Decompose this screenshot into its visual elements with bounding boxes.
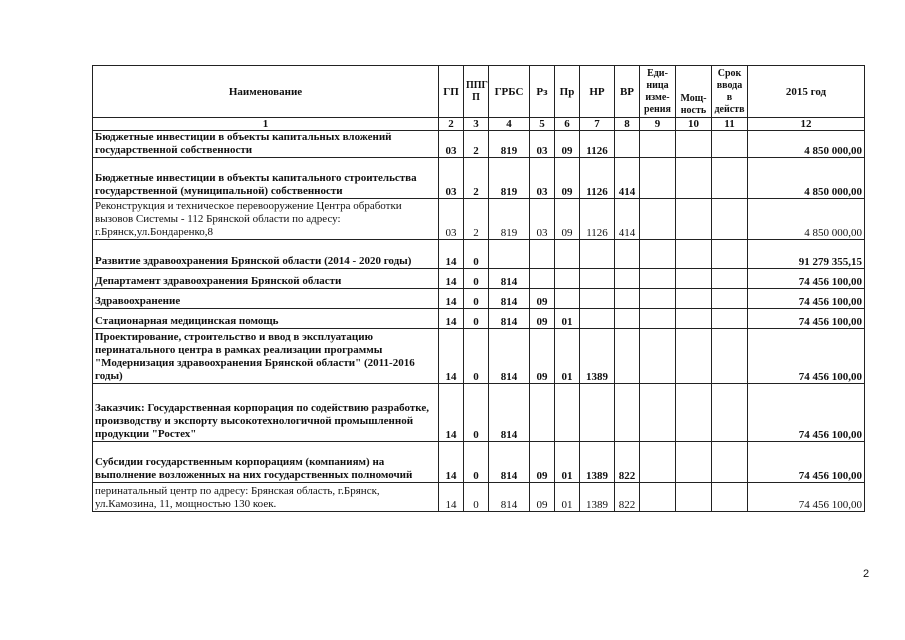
row-pr-cell: 01	[555, 309, 580, 329]
row-vr-cell	[615, 269, 640, 289]
column-number: 12	[748, 118, 865, 131]
row-amount-cell: 74 456 100,00	[748, 269, 865, 289]
row-name-cell: Реконструкция и техническое перевооружение Центра обработки вызовов Системы - 112 Брянской области по адресу: г.Брянск,ул.Бондаренко,8	[93, 199, 439, 240]
header-gp: ГП	[439, 66, 464, 118]
header-deadline: Срок ввода в действ	[712, 66, 748, 118]
row-name-cell: Заказчик: Государственная корпорация по содействию разработке, производству и экспорту высокотехнологичной промышленной продукции "Ростех"	[93, 384, 439, 442]
row-unit-cell	[640, 158, 676, 199]
row-grbs-cell: 814	[489, 269, 530, 289]
row-amount-cell: 74 456 100,00	[748, 309, 865, 329]
row-amount-cell: 74 456 100,00	[748, 384, 865, 442]
row-vr-cell: 414	[615, 158, 640, 199]
row-nr-cell: 1389	[580, 442, 615, 483]
table-row	[93, 442, 865, 483]
row-ppgp-cell: 0	[464, 483, 489, 512]
table-row	[93, 158, 865, 199]
row-deadline-cell	[712, 158, 748, 199]
header-name: Наименование	[93, 66, 439, 118]
row-gp-cell: 14	[439, 269, 464, 289]
row-deadline-cell	[712, 289, 748, 309]
header-unit: Еди- ница изме- рения	[640, 66, 676, 118]
row-rz-cell	[530, 384, 555, 442]
table-row	[93, 483, 865, 512]
row-gp-cell: 14	[439, 384, 464, 442]
column-number-row	[93, 118, 865, 131]
table-row	[93, 289, 865, 309]
header-ppgp: ППГ П	[464, 66, 489, 118]
row-gp-cell: 03	[439, 158, 464, 199]
table-row	[93, 384, 865, 442]
row-unit-cell	[640, 329, 676, 384]
column-number: 9	[640, 118, 676, 131]
row-nr-cell: 1126	[580, 158, 615, 199]
row-deadline-cell	[712, 384, 748, 442]
row-pr-cell: 01	[555, 483, 580, 512]
row-amount-cell: 4 850 000,00	[748, 131, 865, 158]
row-name-cell: Проектирование, строительство и ввод в эксплуатацию перинатального центра в рамках реализации программы "Модернизация здравоохранения Брянской области" (2011-2016 годы)	[93, 329, 439, 384]
row-grbs-cell: 819	[489, 158, 530, 199]
row-power-cell	[676, 309, 712, 329]
row-pr-cell: 09	[555, 131, 580, 158]
row-gp-cell: 03	[439, 131, 464, 158]
row-grbs-cell: 814	[489, 442, 530, 483]
column-number: 11	[712, 118, 748, 131]
row-gp-cell: 14	[439, 309, 464, 329]
header-rz: Рз	[530, 66, 555, 118]
row-nr-cell	[580, 309, 615, 329]
row-deadline-cell	[712, 483, 748, 512]
row-vr-cell: 822	[615, 483, 640, 512]
table-row	[93, 240, 865, 269]
row-unit-cell	[640, 384, 676, 442]
row-ppgp-cell: 0	[464, 329, 489, 384]
row-ppgp-cell: 0	[464, 309, 489, 329]
row-ppgp-cell: 2	[464, 131, 489, 158]
table-row	[93, 309, 865, 329]
row-rz-cell: 09	[530, 483, 555, 512]
row-unit-cell	[640, 309, 676, 329]
row-amount-cell: 91 279 355,15	[748, 240, 865, 269]
row-grbs-cell: 814	[489, 384, 530, 442]
budget-table	[92, 65, 865, 512]
row-power-cell	[676, 269, 712, 289]
row-amount-cell: 74 456 100,00	[748, 483, 865, 512]
row-unit-cell	[640, 289, 676, 309]
row-grbs-cell: 814	[489, 309, 530, 329]
row-deadline-cell	[712, 240, 748, 269]
row-vr-cell	[615, 309, 640, 329]
row-power-cell	[676, 289, 712, 309]
row-ppgp-cell: 2	[464, 158, 489, 199]
column-number: 3	[464, 118, 489, 131]
row-vr-cell	[615, 240, 640, 269]
row-name-cell: Департамент здравоохранения Брянской области	[93, 269, 439, 289]
row-rz-cell	[530, 240, 555, 269]
row-power-cell	[676, 384, 712, 442]
row-gp-cell: 14	[439, 442, 464, 483]
row-pr-cell	[555, 269, 580, 289]
row-power-cell	[676, 442, 712, 483]
row-amount-cell: 74 456 100,00	[748, 289, 865, 309]
row-vr-cell	[615, 329, 640, 384]
row-name-cell: Развитие здравоохранения Брянской области (2014 - 2020 годы)	[93, 240, 439, 269]
row-grbs-cell: 819	[489, 199, 530, 240]
table-row	[93, 199, 865, 240]
row-grbs-cell: 819	[489, 131, 530, 158]
row-grbs-cell: 814	[489, 329, 530, 384]
row-rz-cell: 09	[530, 289, 555, 309]
column-number: 2	[439, 118, 464, 131]
row-unit-cell	[640, 240, 676, 269]
row-power-cell	[676, 240, 712, 269]
row-pr-cell: 09	[555, 158, 580, 199]
row-pr-cell: 01	[555, 442, 580, 483]
row-amount-cell: 4 850 000,00	[748, 199, 865, 240]
row-amount-cell: 74 456 100,00	[748, 329, 865, 384]
row-deadline-cell	[712, 131, 748, 158]
row-vr-cell	[615, 384, 640, 442]
row-deadline-cell	[712, 329, 748, 384]
page-number: 2	[863, 568, 870, 580]
row-nr-cell: 1389	[580, 329, 615, 384]
row-nr-cell	[580, 240, 615, 269]
table-row	[93, 131, 865, 158]
table-row	[93, 329, 865, 384]
header-row	[93, 66, 865, 118]
row-pr-cell	[555, 240, 580, 269]
row-rz-cell: 09	[530, 442, 555, 483]
row-rz-cell: 03	[530, 158, 555, 199]
row-gp-cell: 14	[439, 483, 464, 512]
header-pr: Пр	[555, 66, 580, 118]
row-ppgp-cell: 2	[464, 199, 489, 240]
row-deadline-cell	[712, 309, 748, 329]
row-nr-cell: 1389	[580, 483, 615, 512]
row-amount-cell: 74 456 100,00	[748, 442, 865, 483]
row-name-cell: Субсидии государственным корпорациям (компаниям) на выполнение возложенных на них государственных полномочий	[93, 442, 439, 483]
row-ppgp-cell: 0	[464, 289, 489, 309]
row-gp-cell: 14	[439, 329, 464, 384]
row-grbs-cell: 814	[489, 289, 530, 309]
table-row	[93, 269, 865, 289]
column-number: 7	[580, 118, 615, 131]
table-body	[93, 131, 865, 512]
row-ppgp-cell: 0	[464, 442, 489, 483]
row-vr-cell	[615, 131, 640, 158]
row-pr-cell	[555, 384, 580, 442]
row-vr-cell: 414	[615, 199, 640, 240]
column-number: 6	[555, 118, 580, 131]
row-gp-cell: 03	[439, 199, 464, 240]
row-rz-cell	[530, 269, 555, 289]
row-nr-cell: 1126	[580, 199, 615, 240]
row-vr-cell	[615, 289, 640, 309]
row-ppgp-cell: 0	[464, 240, 489, 269]
row-pr-cell	[555, 289, 580, 309]
row-name-cell: Стационарная медицинская помощь	[93, 309, 439, 329]
row-rz-cell: 03	[530, 131, 555, 158]
row-name-cell: Бюджетные инвестиции в объекты капитального строительства государственной (муниципальной) собственности	[93, 158, 439, 199]
row-deadline-cell	[712, 269, 748, 289]
row-ppgp-cell: 0	[464, 269, 489, 289]
row-nr-cell	[580, 384, 615, 442]
row-grbs-cell: 814	[489, 483, 530, 512]
row-deadline-cell	[712, 442, 748, 483]
row-vr-cell: 822	[615, 442, 640, 483]
row-name-cell: перинатальный центр по адресу: Брянская область, г.Брянск, ул.Камозина, 11, мощностью 130 коек.	[93, 483, 439, 512]
row-unit-cell	[640, 483, 676, 512]
row-name-cell: Бюджетные инвестиции в объекты капитальных вложений государственной собственности	[93, 131, 439, 158]
row-unit-cell	[640, 131, 676, 158]
row-gp-cell: 14	[439, 240, 464, 269]
row-rz-cell: 09	[530, 329, 555, 384]
row-name-cell: Здравоохранение	[93, 289, 439, 309]
row-deadline-cell	[712, 199, 748, 240]
column-number: 5	[530, 118, 555, 131]
column-number: 10	[676, 118, 712, 131]
row-rz-cell: 03	[530, 199, 555, 240]
row-power-cell	[676, 199, 712, 240]
header-power: Мощ- ность	[676, 66, 712, 118]
row-grbs-cell	[489, 240, 530, 269]
column-number: 8	[615, 118, 640, 131]
header-year: 2015 год	[748, 66, 865, 118]
row-rz-cell: 09	[530, 309, 555, 329]
row-gp-cell: 14	[439, 289, 464, 309]
row-nr-cell	[580, 269, 615, 289]
column-number: 4	[489, 118, 530, 131]
row-power-cell	[676, 131, 712, 158]
row-unit-cell	[640, 269, 676, 289]
row-power-cell	[676, 158, 712, 199]
header-grbs: ГРБС	[489, 66, 530, 118]
column-number: 1	[93, 118, 439, 131]
header-vr: ВР	[615, 66, 640, 118]
row-pr-cell: 09	[555, 199, 580, 240]
row-power-cell	[676, 329, 712, 384]
row-power-cell	[676, 483, 712, 512]
row-ppgp-cell: 0	[464, 384, 489, 442]
row-nr-cell	[580, 289, 615, 309]
header-nr: НР	[580, 66, 615, 118]
row-unit-cell	[640, 442, 676, 483]
row-amount-cell: 4 850 000,00	[748, 158, 865, 199]
row-unit-cell	[640, 199, 676, 240]
row-pr-cell: 01	[555, 329, 580, 384]
row-nr-cell: 1126	[580, 131, 615, 158]
